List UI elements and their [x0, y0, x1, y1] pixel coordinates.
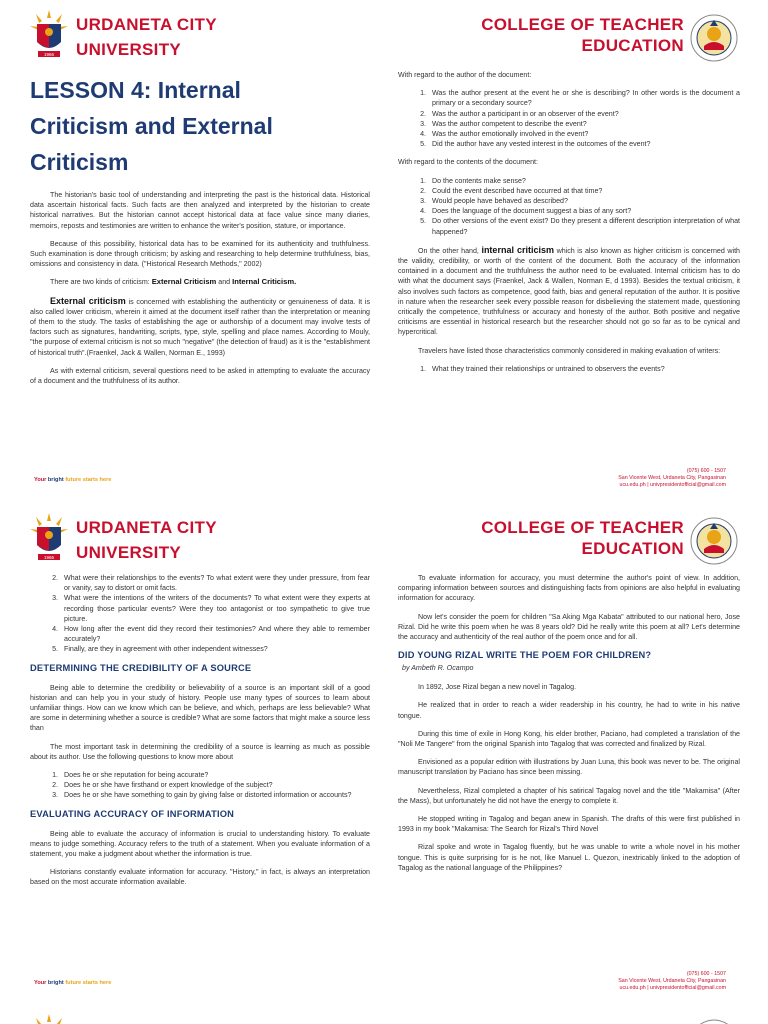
accuracy-heading: EVALUATING ACCURACY OF INFORMATION — [30, 808, 235, 819]
questions-intro-paragraph: As with external criticism, several questions need to be asked in attempting to evaluate the accuracy of a document and the truthfulness of its author. — [30, 366, 370, 386]
article-paragraph: Rizal spoke and wrote in Tagalog fluently, but he was unable to write a whole novel in his mother tongue. This is quite surprising for is he not, like Manuel L. Quezon, inextricably linked to the adoption of Tagalog as the national language of the Philippines? — [398, 843, 740, 872]
college-name-line2: EDUCATION — [581, 539, 684, 558]
credibility-questions-list — [30, 770, 370, 801]
footer-address: San Vicente West, Urdaneta City, Pangasinan — [618, 475, 726, 481]
article-byline: by Ambeth R. Ocampo — [402, 664, 474, 673]
college-header — [481, 517, 738, 565]
article-paragraph: Envisioned as a popular edition with illustrations by Juan Luna, this book was never to be. The original manuscript translation by Paciano has since been missing. — [398, 758, 740, 777]
article-paragraph: During this time of exile in Hong Kong, his elder brother, Paciano, had completed a translation of the "Noli Me Tangere" from the original Spanish into Tagalog that was corrected and finalized by Rizal. — [398, 729, 740, 749]
credibility-question-item: 1. Does he or she reputation for being accurate? — [60, 770, 370, 780]
contents-question-item: 1. Do the contents make sense? — [428, 176, 740, 186]
writer-question-item: 2. What were their relationships to the events? To what extent were they under pressure, from fear or vanity, say to distort or omit facts. — [60, 573, 370, 593]
author-questions-list — [398, 88, 740, 149]
credibility-paragraph-1: Being able to determine the credibility or believability of a source is an important skill of a good historian and can help you in your study of history. People use many types of sources to learn about unfamiliar things. How can we know which can be believe, and which, perhaps are less believable? What are some in determining whether a source is credible? What are some factors that might make a source less than — [30, 683, 370, 733]
external-criticism-paragraph: External criticism is concerned with establishing the authenticity or genuineness of data. It is also called lower criticism, wherein it aimed at the document itself rather than the interpretation or meaning of them to the study. The tasks of establishing the age or authorship of a document may involve tests of factors such as signatures, handwriting, scripts, type, style, spelling and place names. According to Mouly, "the purpose of external criticism is not so much "negative" (the detection of fraud) as it is the "establishment of historical truth".(Fraenkel, Jack & Wallen, Norman E., 1993) — [30, 295, 370, 357]
writer-question-item: 3. What were the intentions of the writers of the documents? To what extent were they experts at recording those particular events? Were they too antagonist or too sympathetic to give true picture. — [60, 593, 370, 624]
page1-left-column — [30, 72, 370, 394]
travelers-paragraph: Travelers have listed those characteristics commonly considered in making evaluation of writers: — [418, 346, 721, 355]
college-seal-icon — [690, 14, 738, 62]
credibility-question-item: 3. Does he or she have something to gain by giving false or distorted information or accounts? — [60, 790, 370, 800]
college-name-line2: EDUCATION — [581, 36, 684, 55]
credibility-question-item: 2. Does he or she have firsthand or expert knowledge of the subject? — [60, 780, 370, 790]
credibility-paragraph-2: The most important task in determining the credibility of a source is learning as much as possible about its author. Use the following questions to know more about — [30, 742, 370, 761]
seal-year: 1966 — [43, 555, 55, 560]
author-questions-intro: With regard to the author of the document: — [398, 71, 532, 79]
article-paragraph: Nevertheless, Rizal completed a chapter of his satirical Tagalog novel and the title "Makamisa" (After the Mass), but unfortunately he did not have the energy to complete it. — [398, 786, 740, 805]
footer-phone: (075) 600 - 1507 — [686, 971, 726, 977]
kinds-of-criticism-paragraph: There are two kinds of criticism: External Criticism and Internal Criticism. — [50, 277, 297, 287]
footer-phone: (075) 600 - 1507 — [686, 468, 726, 474]
university-name-line1: URDANETA CITY — [76, 518, 217, 537]
travelers-question-item: 1. What they trained their relationships or untrained to observers the events? — [428, 364, 740, 374]
lesson-title-line3: Criticism — [30, 149, 129, 175]
college-name-line1: COLLEGE OF TEACHER — [481, 15, 684, 34]
university-seal-icon — [30, 513, 68, 561]
article-paragraph: He realized that in order to reach a wider readership in his country, he had to write in his native tongue. — [398, 701, 740, 720]
writer-question-item: 4. How long after the event did they record their testimonies? And where they able to remember accurately? — [60, 624, 370, 644]
contents-questions-intro: With regard to the contents of the document: — [398, 158, 538, 167]
author-question-item: 1. Was the author present at the event he or she is describing? In other words is the document a primary or a secondary source? — [428, 88, 740, 108]
page2-left-column — [30, 573, 370, 896]
lesson-title-line1: LESSON 4: Internal — [30, 77, 241, 103]
contents-question-item: 3. Would people have behaved as described? — [428, 196, 740, 206]
college-seal-icon — [690, 1016, 738, 1024]
college-seal-icon — [690, 517, 738, 565]
college-header — [481, 14, 738, 62]
university-header — [30, 10, 217, 60]
document-page-3-partial — [0, 1006, 768, 1024]
contents-question-item: 2. Could the event described have occurred at that time? — [428, 186, 740, 196]
university-header — [30, 513, 217, 563]
writer-question-item: 5. Finally, are they in agreement with other independent witnesses? — [60, 644, 370, 654]
rizal-article-body — [398, 682, 740, 873]
rizal-article-heading: DID YOUNG RIZAL WRITE THE POEM FOR CHILDREN? — [398, 650, 652, 661]
document-page-2 — [0, 503, 768, 1006]
footer-contact — [618, 971, 726, 992]
credibility-heading: DETERMINING THE CREDIBILITY OF A SOURCE — [30, 662, 252, 673]
author-question-item: 4. Was the author emotionally involved in the event? — [428, 129, 740, 139]
university-seal-icon — [30, 1014, 68, 1024]
internal-criticism-paragraph: On the other hand, internal criticism which is also known as higher criticism is concerned with the validity, credibility, or worth of the content of the document. Both the accuracy of the information contained in a document and the truthfulness the author need to be evaluated. Internal criticism has to do with what the document says (Fraenkel, Jack & Wallen, Norman E, d 1993). Besides the textual criticism, it also involves such factors as competence, good faith, bias and general reputation of the author. It is positive in nature when the researcher seek every possible reason for disbelieving the statement made, questioning critically the competence, truthfulness or accuracy and honesty of the author. Both positive and negative criticisms are essential in historical research but the researcher should not go so far as to be cynical and hypercritical. — [398, 244, 740, 337]
travelers-questions-list — [398, 364, 740, 374]
contents-question-item: 5. Do other versions of the event exist? Do they present a different description interpretation of what happened? — [428, 216, 740, 236]
page1-right-column — [398, 70, 740, 382]
university-name-line1: URDANETA CITY — [76, 15, 217, 34]
author-question-item: 2. Was the author a participant in or an observer of the event? — [428, 109, 740, 119]
lesson-title-line2: Criticism and External — [30, 113, 273, 139]
footer-tagline: Your bright future starts here — [34, 477, 112, 483]
writer-questions-list — [30, 573, 370, 655]
university-name-line2: UNIVERSITY — [76, 543, 182, 562]
footer-web-email: ucu.edu.ph | univpresidentofficial@gmail.com — [619, 482, 726, 488]
accuracy-paragraph-2: Historians constantly evaluate information for accuracy. "History," in fact, is always an interpretation based on the most accurate information available. — [30, 868, 370, 887]
contents-questions-list — [398, 176, 740, 237]
author-question-item: 5. Did the author have any vested interest in the outcomes of the event? — [428, 139, 740, 149]
author-question-item: 3. Was the author competent to describe the event? — [428, 119, 740, 129]
intro-paragraph: The historian's basic tool of understanding and interpreting the past is the historical data. Historical data ascertain historical facts. Such facts are then analyzed and interpreted by the historian to create historical narratives. But the historian cannot accept historical data at face value since many diaries, memoirs, reposts and testimonies are written to enhance the writer's position, stature, or importance. — [30, 191, 370, 230]
page2-right-column — [398, 573, 740, 881]
footer-web-email: ucu.edu.ph | univpresidentofficial@gmail.com — [619, 985, 726, 991]
seal-year: 1966 — [43, 52, 55, 57]
accuracy-paragraph-1: Being able to evaluate the accuracy of information is crucial to understanding history. To evaluate means to judge something. Accuracy refers to the truth of a statement. When you evaluate information of a statement, you make a judgment about whether the information is true. — [30, 829, 370, 859]
university-seal-icon — [30, 10, 68, 58]
footer-contact — [618, 468, 726, 489]
footer-address: San Vicente West, Urdaneta City, Pangasinan — [618, 978, 726, 984]
poem-question-paragraph: Now let's consider the poem for children "Sa Aking Mga Kabata" attributed to our national hero, Jose Rizal. Did he write this poem when he was 8 years old? Did he really write this poem at all? Let's determine the accuracy and authenticity of the real author of the poem once and for all. — [398, 612, 740, 642]
article-paragraph: In 1892, Jose Rizal began a new novel in Tagalog. — [418, 683, 577, 692]
college-name-line1: COLLEGE OF TEACHER — [481, 518, 684, 537]
authenticity-paragraph: Because of this possibility, historical data has to be examined for its authenticity and truthfulness. Such examination is done through criticism; by asking and researching to help determine truthfulness, bias, omissions and consistency in data. ("Historical Research Methods," 2002) — [30, 239, 370, 269]
point-of-view-paragraph: To evaluate information for accuracy, you must determine the author's point of view. In addition, comparing information between sources and distinguishing facts from opinions are also helpful in evaluating information for accuracy. — [398, 574, 740, 603]
article-paragraph: He stopped writing in Tagalog and began anew in Spanish. The drafts of this were first published in 1993 in my book "Makamisa: The Search for Rizal's Third Novel — [398, 815, 740, 834]
university-name-line2: UNIVERSITY — [76, 40, 182, 59]
footer-tagline: Your bright future starts here — [34, 980, 112, 986]
document-page-1 — [0, 0, 768, 503]
contents-question-item: 4. Does the language of the document suggest a bias of any sort? — [428, 206, 740, 216]
